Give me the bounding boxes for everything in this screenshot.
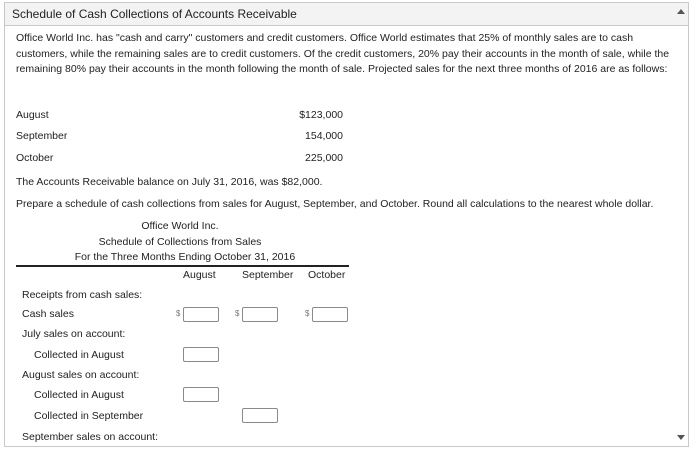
sales-month-august: August xyxy=(16,109,49,121)
intro-paragraph: Office World Inc. has "cash and carry" customers and credit customers. Office World estimates that 25% of monthly sales are to cash customers, while the remaining sales are to credit customers. Of the credit customers, 20% pay their accounts in the month of sale, while the remaining 80% pay their accounts in the month following the month of sale. Projected sales for the next three months of 2016 are as follows: xyxy=(16,32,670,76)
dollar-sign-august: $ xyxy=(176,309,181,318)
sales-month-october: October xyxy=(16,152,54,164)
column-header-october: October xyxy=(308,269,346,281)
sales-amount-october: 225,000 xyxy=(305,152,343,164)
row-july-collected-august: Collected in August xyxy=(34,349,124,361)
cash-sales-october-input[interactable] xyxy=(312,307,348,322)
scroll-down-icon[interactable] xyxy=(677,435,685,440)
august-collected-september-input[interactable] xyxy=(242,408,278,423)
row-receipts-cash-sales: Receipts from cash sales: xyxy=(22,289,143,301)
sales-month-september: September xyxy=(16,130,68,142)
panel-title: Schedule of Cash Collections of Accounts Receivable xyxy=(5,3,688,26)
sales-amount-september: 154,000 xyxy=(305,130,343,142)
column-header-september: September xyxy=(242,269,294,281)
ar-balance-text: The Accounts Receivable balance on July 31, 2016, was $82,000. xyxy=(16,176,323,188)
column-header-august: August xyxy=(183,269,216,281)
schedule-divider xyxy=(16,265,349,267)
sales-amount-august: $123,000 xyxy=(299,109,343,121)
row-september-sales-on-account: September sales on account: xyxy=(22,431,158,443)
row-august-collected-august: Collected in August xyxy=(34,389,124,401)
august-collected-august-input[interactable] xyxy=(183,387,219,402)
row-july-sales-on-account: July sales on account: xyxy=(22,328,126,340)
july-collected-august-input[interactable] xyxy=(183,347,219,362)
schedule-title: Schedule of Collections from Sales xyxy=(98,236,262,248)
schedule-period: For the Three Months Ending October 31, 2016 xyxy=(74,251,296,263)
dollar-sign-october: $ xyxy=(305,309,310,318)
row-cash-sales: Cash sales xyxy=(22,308,74,320)
schedule-company: Office World Inc. xyxy=(141,220,219,232)
problem-panel xyxy=(4,2,689,447)
scroll-up-icon[interactable] xyxy=(677,9,685,14)
instruction-text: Prepare a schedule of cash collections from sales for August, September, and October. Round all calculations to the nearest whole dollar. xyxy=(16,198,654,210)
cash-sales-august-input[interactable] xyxy=(183,307,219,322)
cash-sales-september-input[interactable] xyxy=(242,307,278,322)
row-august-sales-on-account: August sales on account: xyxy=(22,369,140,381)
dollar-sign-september: $ xyxy=(235,309,240,318)
row-august-collected-september: Collected in September xyxy=(34,410,144,422)
